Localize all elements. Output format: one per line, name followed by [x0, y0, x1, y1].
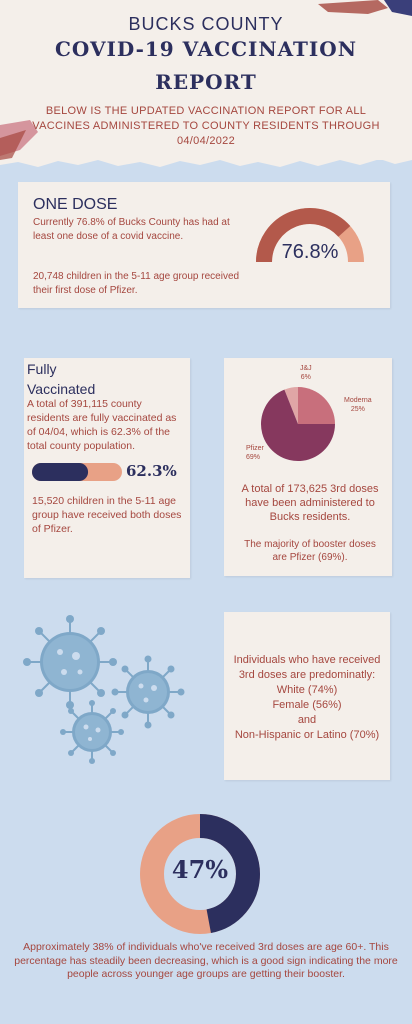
fully-vaccinated-percent: 62.3% — [126, 462, 177, 480]
demographics-female: Female (56%) — [272, 699, 342, 711]
virus-icon — [112, 656, 185, 729]
age-text: Approximately 38% of individuals who've received 3rd doses are age 60+. This percentage has steadily been decreasing, which is a good sign indicating the more people across younger age groups are getting their booster. — [14, 941, 398, 980]
torn-paper-edge — [0, 150, 412, 172]
pie-slice-moderna — [298, 387, 335, 424]
page-subtitle: BELOW IS THE UPDATED VACCINATION REPORT FOR ALL VACCINES ADMINISTERED TO COUNTY RESIDENTS THROUGH 04/04/2022 — [32, 105, 380, 147]
pie-label-jj-name: J&J — [300, 365, 312, 372]
fully-vaccinated-bar — [32, 463, 122, 481]
fully-title-line1: Fully — [27, 361, 57, 377]
age-percent: 47% — [171, 855, 229, 884]
county-name: BUCKS COUNTY — [128, 14, 284, 34]
children-both-doses-text: 15,520 children in the 5-11 age group have received both doses of Pfizer. — [32, 495, 182, 535]
pie-label-moderna — [344, 396, 372, 414]
pie-label-jj — [300, 364, 312, 382]
virus-illustration — [14, 612, 194, 768]
pie-label-moderna-name: Moderna — [344, 397, 372, 404]
demographics-intro: Individuals who have received 3rd doses are predominatly: — [233, 654, 381, 681]
pie-label-pfizer — [246, 444, 264, 462]
virus-icon — [23, 615, 117, 709]
demographics-white: White (74%) — [276, 684, 338, 696]
pie-label-pfizer-pct: 69% — [246, 454, 261, 461]
demographics-non-hispanic: Non-Hispanic or Latino (70%) — [234, 729, 380, 741]
fully-vaccinated-title — [27, 359, 95, 399]
one-dose-percent: 76.8% — [281, 241, 339, 263]
children-first-dose-text: 20,748 children in the 5-11 age group received their first dose of Pfizer. — [33, 271, 240, 296]
page-title-line2: REPORT — [155, 70, 257, 94]
virus-icon — [60, 700, 124, 764]
pie-label-moderna-pct: 25% — [350, 406, 365, 413]
page-title: COVID-19 VACCINATION — [55, 37, 357, 61]
one-dose-text: Currently 76.8% of Bucks County has had at least one dose of a covid vaccine. — [33, 217, 230, 242]
pie-label-jj-pct: 6% — [300, 374, 311, 381]
demographics-text — [230, 653, 384, 743]
booster-total-text: A total of 173,625 3rd doses have been administered to Bucks residents. — [241, 483, 379, 523]
demographics-and: and — [297, 714, 317, 726]
fully-title-line2: Vaccinated — [27, 381, 96, 397]
one-dose-title: ONE DOSE — [33, 196, 118, 213]
pie-label-pfizer-name: Pfizer — [246, 445, 264, 452]
fully-vaccinated-text: A total of 391,115 county residents are fully vaccinated as of 04/04, which is 62.3% of the total county population. — [27, 398, 177, 452]
booster-majority-text: The majority of booster doses are Pfizer (69%). — [244, 539, 376, 563]
booster-pie-chart — [260, 386, 336, 462]
